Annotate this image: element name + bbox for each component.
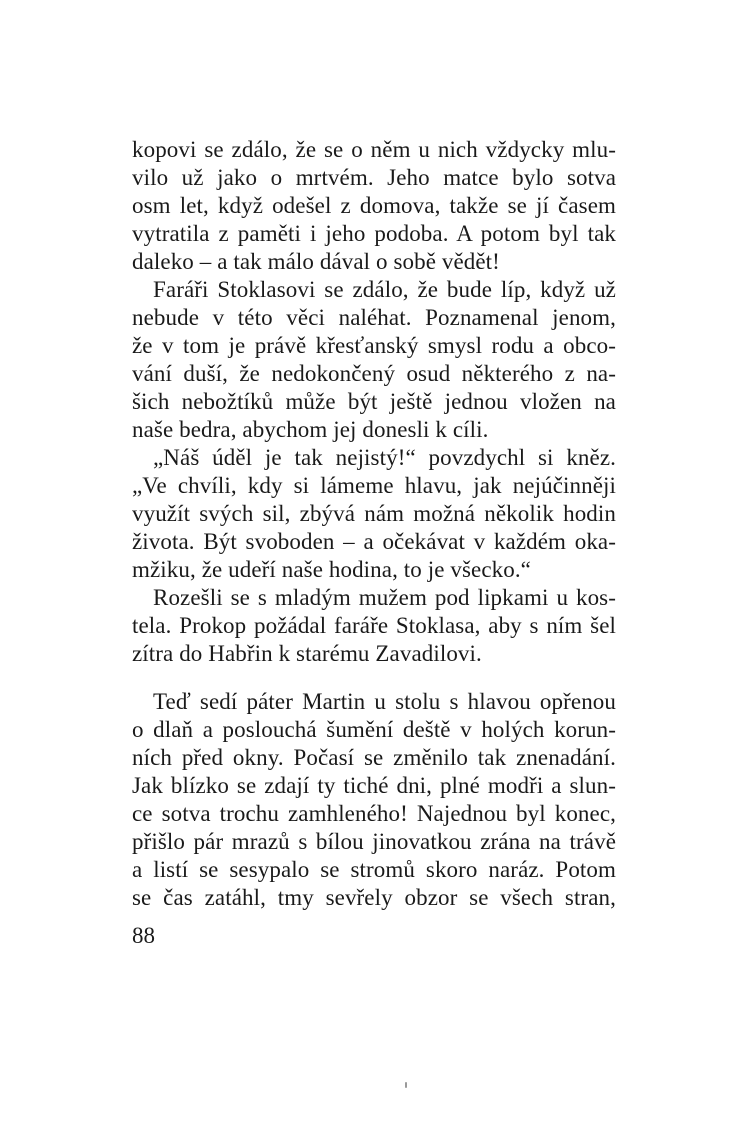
text-line: ce sotva trochu zamhleného! Najednou byl konec,	[132, 801, 616, 826]
text-line: šich nebožtíků může být ještě jednou vložen na	[132, 389, 616, 414]
text-line: že v tom je právě křesťanský smysl rodu a obco-	[132, 333, 616, 358]
text-line: Teď sedí páter Martin u stolu s hlavou opřenou	[153, 689, 616, 714]
text-line: vilo už jako o mrtvém. Jeho matce bylo sotva	[132, 165, 616, 190]
text-line: naše bedra, abychom jej donesli k cíli.	[132, 417, 489, 442]
page-number: 88	[132, 923, 155, 948]
text-line: přišlo pár mrazů s bílou jinovatkou zrána na trávě	[132, 829, 616, 854]
text-line: Jak blízko se zdají ty tiché dni, plné modři a slun-	[132, 773, 616, 798]
text-line: se čas zatáhl, tmy sevřely obzor se všech stran,	[132, 885, 616, 910]
text-line: tela. Prokop požádal faráře Stoklasa, aby s ním šel	[132, 613, 616, 638]
text-line: vytratila z paměti i jeho podoba. A potom byl tak	[132, 221, 616, 246]
text-line: nebude v této věci naléhat. Poznamenal jenom,	[132, 305, 616, 330]
text-line: „Ve chvíli, kdy si lámeme hlavu, jak nejúčinněji	[132, 473, 616, 498]
text-line: života. Být svoboden – a očekávat v každém oka-	[132, 529, 616, 554]
text-line: ních před okny. Počasí se změnilo tak znenadání.	[132, 745, 616, 770]
text-line: a listí se sesypalo se stromů skoro naráz. Potom	[132, 857, 616, 882]
text-line: Faráři Stoklasovi se zdálo, že bude líp, když už	[153, 277, 616, 302]
text-line: „Náš úděl je tak nejistý!“ povzdychl si kněz.	[153, 445, 616, 470]
text-line: vání duší, že nedokončený osud některého z na-	[132, 361, 616, 386]
text-line: daleko – a tak málo dával o sobě vědět!	[132, 249, 500, 274]
paper-speck	[405, 1082, 407, 1088]
text-line: mžiku, že udeří naše hodina, to je všecko.“	[132, 557, 531, 582]
text-line: kopovi se zdálo, že se o něm u nich vždycky mlu-	[132, 137, 616, 162]
text-line: o dlaň a poslouchá šumění deště v holých korun-	[132, 717, 616, 742]
text-line: osm let, když odešel z domova, takže se jí časem	[132, 193, 616, 218]
text-line: Rozešli se s mladým mužem pod lipkami u kos-	[153, 585, 616, 610]
text-line: využít svých sil, zbývá nám možná několik hodin	[132, 501, 616, 526]
text-line: zítra do Habřin k starému Zavadilovi.	[132, 641, 482, 666]
